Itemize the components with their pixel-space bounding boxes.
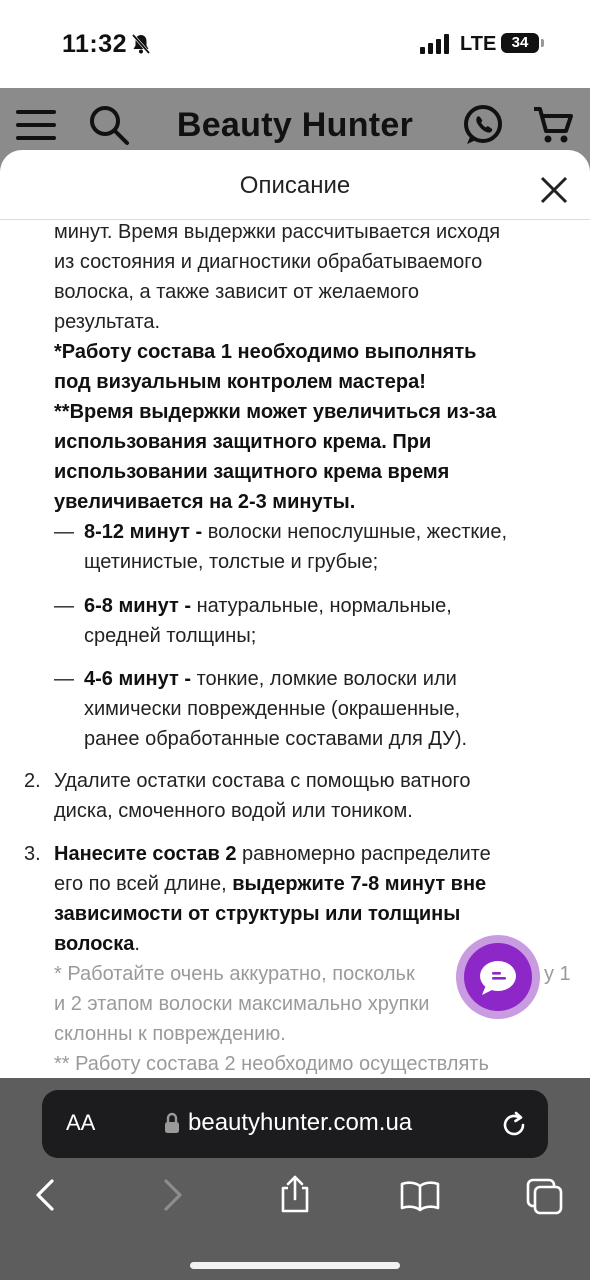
text-line: химически поврежденные (окрашенные, xyxy=(84,698,461,720)
sheet-title: Описание xyxy=(239,172,351,199)
close-icon xyxy=(536,172,572,208)
text-line: минут. Время выдержки рассчитывается исходя xyxy=(54,221,501,243)
step-text xyxy=(54,839,544,959)
browser-bottom-bar xyxy=(0,1078,590,1280)
timing-text xyxy=(84,664,564,754)
timing-duration: 6-8 минут - xyxy=(84,595,192,617)
text-line: средней толщины; xyxy=(84,625,257,647)
text-line: *Работу состава 1 необходимо выполнять xyxy=(54,341,477,363)
chat-button[interactable] xyxy=(456,935,540,1019)
cart-icon[interactable] xyxy=(532,104,574,151)
timing-duration: 8-12 минут - xyxy=(84,521,203,543)
text-line: равномерно распределите xyxy=(236,843,491,865)
battery-tip xyxy=(541,39,544,47)
text-line: волоски непослушные, жесткие, xyxy=(202,521,508,543)
step-number: 3. xyxy=(24,843,41,865)
text-line: под визуальным контролем мастера! xyxy=(54,371,426,393)
text-line: склонны к повреждению. xyxy=(54,1023,286,1045)
bold-phrase: зависимости от структуры или толщины xyxy=(54,903,461,925)
text-line: Удалите остатки состава с помощью ватного xyxy=(54,770,471,792)
text-line: диска, смоченного водой или тоником. xyxy=(54,800,413,822)
chat-bubble-icon xyxy=(464,943,532,1011)
bold-phrase: Нанесите состав 2 xyxy=(54,843,237,865)
text-line: увеличивается на 2-3 минуты. xyxy=(54,491,356,513)
share-icon[interactable] xyxy=(278,1174,312,1219)
text-line: использовании защитного крема время xyxy=(54,461,450,483)
intro-paragraph xyxy=(54,220,574,337)
sheet-header xyxy=(0,150,590,220)
bold-notes xyxy=(54,337,574,517)
home-indicator xyxy=(190,1262,400,1269)
text-line: тонкие, ломкие волоски или xyxy=(191,668,457,690)
text-line: у 1 xyxy=(544,963,571,985)
text-line: * Работайте очень аккуратно, поскольк xyxy=(54,963,415,985)
back-icon[interactable] xyxy=(34,1178,56,1217)
site-brand[interactable]: Beauty Hunter xyxy=(176,106,414,144)
text-line: . xyxy=(134,933,140,955)
text-line: ** Работу состава 2 необходимо осуществлять xyxy=(54,1053,489,1075)
tabs-icon[interactable] xyxy=(526,1178,564,1221)
status-bar xyxy=(0,0,590,88)
close-button[interactable] xyxy=(536,172,572,208)
battery-icon: 34 xyxy=(501,33,539,53)
bold-phrase: выдержите 7-8 минут вне xyxy=(232,873,487,895)
bold-phrase: волоска xyxy=(54,933,135,955)
text-size-button[interactable]: AA xyxy=(66,1110,96,1135)
forward-icon[interactable] xyxy=(162,1178,184,1217)
dash-bullet: — xyxy=(54,668,74,690)
text-line: щетинистые, толстые и грубые; xyxy=(84,551,379,573)
text-line: **Время выдержки может увеличиться из-за xyxy=(54,401,497,423)
text-line: результата. xyxy=(54,311,161,333)
bell-muted-icon xyxy=(130,33,152,60)
bookmarks-icon[interactable] xyxy=(400,1180,440,1217)
timing-text xyxy=(84,591,564,651)
text-line: и 2 этапом волоски максимально хрупки xyxy=(54,993,430,1015)
dash-bullet: — xyxy=(54,595,74,617)
text-line: из состояния и диагностики обрабатываемого xyxy=(54,251,483,273)
text-line: ранее обработанные составами для ДУ). xyxy=(84,728,468,750)
text-line: его по всей длине, xyxy=(54,873,233,895)
text-line: использования защитного крема. При xyxy=(54,431,432,453)
text-line: натуральные, нормальные, xyxy=(191,595,452,617)
step-number: 2. xyxy=(24,770,41,792)
url-text[interactable]: beautyhunter.com.ua xyxy=(188,1109,413,1136)
network-type: LTE xyxy=(460,33,497,55)
chat-button-inner xyxy=(464,943,532,1011)
step-text xyxy=(54,766,544,826)
timing-duration: 4-6 минут - xyxy=(84,668,192,690)
timing-text xyxy=(84,517,564,577)
viber-icon[interactable] xyxy=(462,104,504,151)
address-bar[interactable] xyxy=(42,1090,548,1158)
lock-icon xyxy=(164,1112,180,1139)
cellular-signal-icon xyxy=(420,34,450,59)
status-time: 11:32 xyxy=(62,30,128,58)
reload-icon[interactable] xyxy=(502,1110,528,1143)
dash-bullet: — xyxy=(54,521,74,543)
text-line: волоска, а также зависит от желаемого xyxy=(54,281,420,303)
